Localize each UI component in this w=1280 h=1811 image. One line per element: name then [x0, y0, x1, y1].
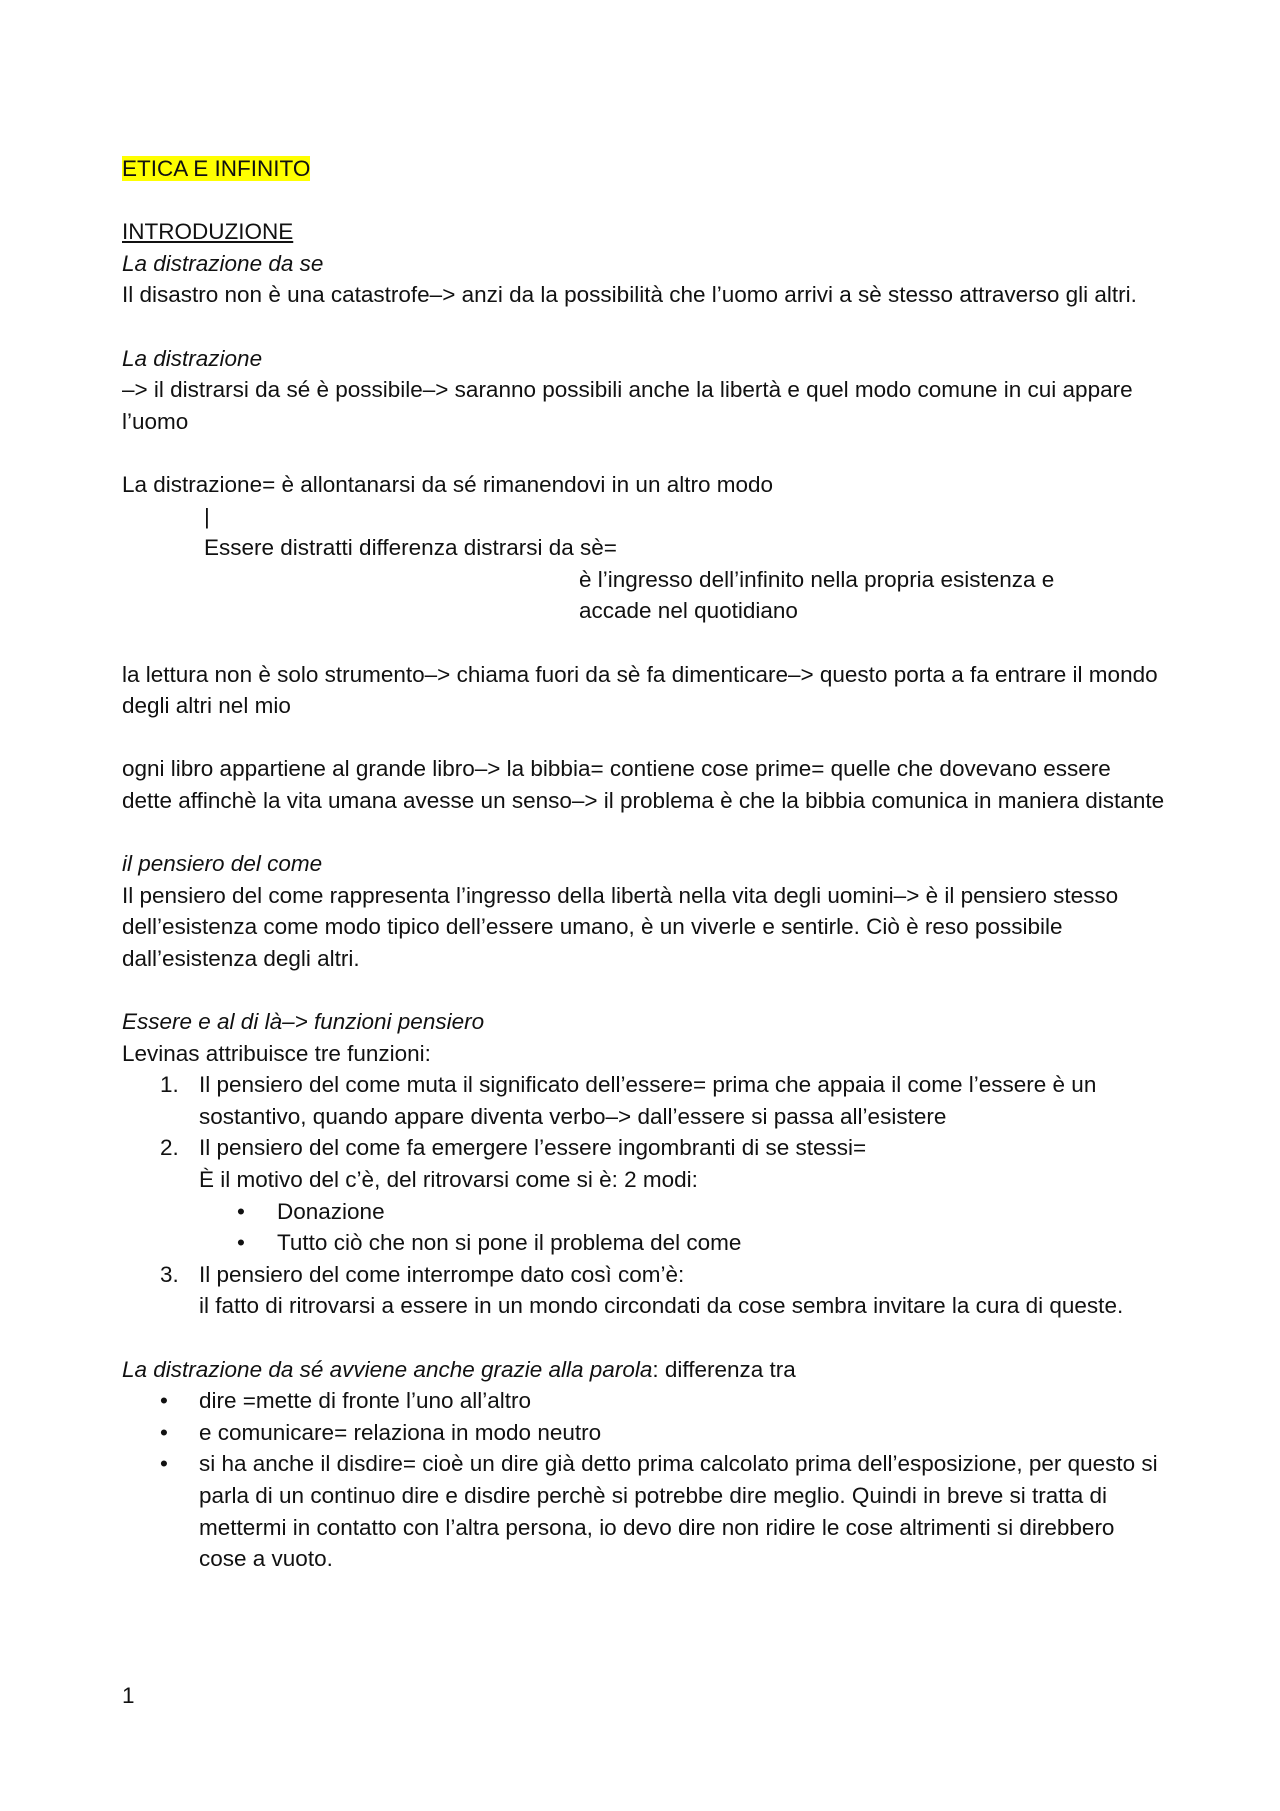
subheading-distrazione-da-se: La distrazione da se: [122, 250, 324, 276]
paragraph-lettura: la lettura non è solo strumento–> chiama fuori da sè fa dimenticare–> questo porta a fa entrare il mondo degli altri nel mio: [122, 661, 1158, 719]
list-item: [122, 1069, 1167, 1132]
numbered-list-continued: [122, 1259, 1167, 1322]
explanation-line-1: è l’ingresso dell’infinito nella propria esistenza e: [579, 566, 1055, 592]
title-highlight: ETICA E INFINITO: [122, 156, 311, 181]
list-item: [122, 1259, 1167, 1322]
bullet-icon: •: [160, 1419, 168, 1445]
bullet-item: [122, 1448, 1167, 1574]
funzioni-intro: Levinas attribuisce tre funzioni:: [122, 1040, 431, 1066]
parola-heading-italic: La distrazione da sé avviene anche grazie alla parola: [122, 1356, 653, 1382]
section-heading: INTRODUZIONE: [122, 219, 294, 245]
bullet-item: [122, 1385, 1167, 1417]
list-item-continuation: È il motivo del c’è, del ritrovarsi come si è: 2 modi:: [199, 1167, 698, 1192]
list-number: 1.: [160, 1072, 179, 1098]
difference-line: Essere distratti differenza distrarsi da sè=: [204, 535, 617, 561]
bullet-list: [122, 1385, 1167, 1575]
bullet-icon: •: [237, 1198, 245, 1224]
list-number: 2.: [160, 1135, 179, 1161]
sub-list-item-text: Tutto ciò che non si pone il problema del come: [277, 1230, 742, 1256]
connector-bar: |: [204, 503, 210, 529]
list-item-text: Il pensiero del come fa emergere l’essere ingombranti di se stessi=: [199, 1135, 867, 1161]
definition-line: La distrazione= è allontanarsi da sé rimanendovi in un altro modo: [122, 471, 774, 497]
paragraph-distrarsi: –> il distrarsi da sé è possibile–> saranno possibili anche la libertà e quel modo comune in cui appare l’uomo: [122, 377, 1133, 434]
sub-bullet-list: [122, 1196, 1167, 1259]
document-title: [122, 153, 1167, 185]
explanation-line-2: accade nel quotidiano: [579, 598, 798, 624]
list-item-continuation: il fatto di ritrovarsi a essere in un mondo circondati da cose sembra invitare la cura di queste.: [199, 1293, 1124, 1319]
numbered-list: [122, 1069, 1167, 1195]
subheading-funzioni: Essere e al di là–> funzioni pensiero: [122, 1009, 485, 1035]
parola-heading: [122, 1354, 1167, 1386]
list-number: 3.: [160, 1261, 179, 1287]
bullet-icon: •: [160, 1388, 168, 1414]
paragraph-libro: ogni libro appartiene al grande libro–> la bibbia= contiene cose prime= quelle che dovevano essere dette affinchè la vita umana avesse un senso–> il problema è che la bibbia comunica in maniera distante: [122, 756, 1165, 813]
list-item-text: Il pensiero del come interrompe dato così com’è:: [199, 1261, 685, 1287]
subheading-distrazione: La distrazione: [122, 345, 263, 371]
sub-list-item: [122, 1196, 1167, 1228]
bullet-icon: •: [160, 1451, 168, 1477]
bullet-item-text: e comunicare= relaziona in modo neutro: [199, 1419, 602, 1445]
paragraph-disastro: Il disastro non è una catastrofe–> anzi da la possibilità che l’uomo arrivi a sè stesso attraverso gli altri.: [122, 282, 1137, 308]
bullet-item-text: si ha anche il disdire= cioè un dire già detto prima calcolato prima dell’esposizione, per questo si parla di un continuo dire e disdire perchè si potrebbe dire meglio. Quindi in breve si tratta di mettermi in contatto con l’altra persona, io devo dire non ridire le cose altrimenti si direbbero cose a vuoto.: [199, 1451, 1158, 1572]
paragraph-pensiero: Il pensiero del come rappresenta l’ingresso della libertà nella vita degli uomini–> è il pensiero stesso dell’esistenza come modo tipico dell’essere umano, è un viverle e sentirle. Ciò è reso possibile dall’esistenza degli altri.: [122, 882, 1119, 971]
bullet-item-text: dire =mette di fronte l’uno all’altro: [199, 1388, 532, 1414]
page-number: 1: [122, 1683, 135, 1708]
list-item: [122, 1132, 1167, 1195]
list-item-text: Il pensiero del come muta il significato dell’essere= prima che appaia il come l’essere è un sostantivo, quando appare diventa verbo–> dall’essere si passa all’esistere: [199, 1072, 1097, 1129]
sub-list-item: [122, 1227, 1167, 1259]
parola-heading-rest: : differenza tra: [652, 1356, 796, 1382]
document-body: [122, 153, 1167, 1575]
bullet-item: [122, 1417, 1167, 1449]
bullet-icon: •: [237, 1230, 245, 1256]
sub-list-item-text: Donazione: [277, 1198, 385, 1224]
subheading-pensiero: il pensiero del come: [122, 851, 323, 877]
